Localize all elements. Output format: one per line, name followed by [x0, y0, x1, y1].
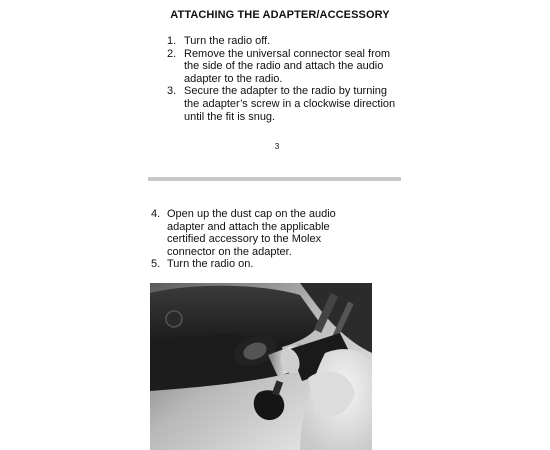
- steps-list-bottom: [151, 208, 371, 271]
- step-item: [151, 208, 371, 258]
- step-item: [151, 258, 371, 271]
- manual-page-top: [0, 0, 550, 178]
- page-number: 3: [274, 142, 280, 151]
- step-text: Remove the universal connector seal from the side of the radio and attach the audio adapter to the radio.: [184, 47, 391, 85]
- step-text: Turn the radio off.: [184, 35, 271, 47]
- step-number: 4.: [151, 208, 161, 220]
- steps-list-top: [167, 35, 397, 123]
- step-text: Turn the radio on.: [167, 258, 254, 271]
- step-number: 1.: [167, 35, 177, 47]
- page-divider: [148, 177, 401, 181]
- step-item: [167, 35, 397, 48]
- section-title: ATTACHING THE ADAPTER/ACCESSORY: [170, 9, 390, 21]
- step-item: [167, 85, 397, 123]
- step-text: Open up the dust cap on the audio adapter and attach the applicable certified accessory to the Molex connector on the adapter.: [167, 208, 336, 258]
- step-number: 2.: [167, 47, 177, 60]
- radio-adapter-photo: [150, 283, 372, 450]
- step-text: Secure the adapter to the radio by turning the adapter’s screw in a clockwise direction until the fit is snug.: [184, 85, 396, 123]
- step-item: [167, 48, 397, 86]
- step-number: 5.: [151, 258, 161, 271]
- step-number: 3.: [167, 85, 177, 98]
